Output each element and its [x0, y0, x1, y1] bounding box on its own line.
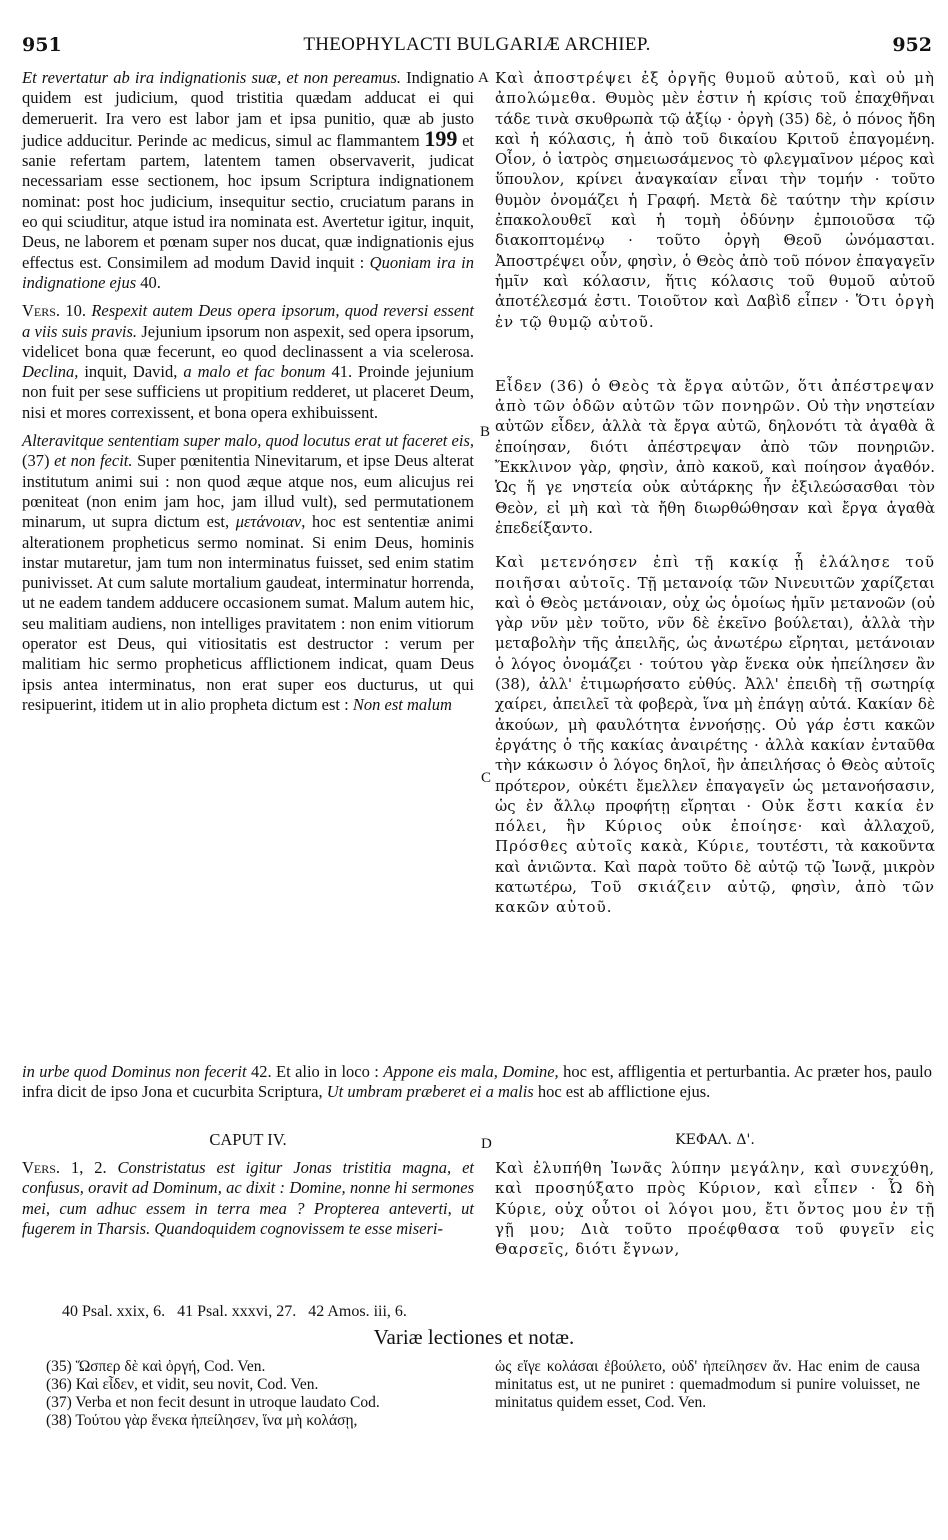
latin-quote: Quoniam ira in indignatione ejus: [22, 252, 474, 292]
margin-letter-d: D: [481, 1136, 492, 1152]
verse-label: Vers. 1, 2.: [22, 1158, 118, 1177]
latin-text: , hoc est sententiæ animi alterationem propheticus sermo nominat. Si enim Deus, hominis instar mutaretur, jam tum non interminatus fuisset, sed enim statim punivisset. At cum salute mortalium gaudeat, interminatur horrenda, ut ne eadem tandem adducere occasionem sumat. Malum autem hic, seu malitiam audiens, non intelliges pravitatem : non enim vitiorum operator est Deus, qui vitiositatis est destructor : verum per malitiam hic sermo propheticus afflictionem indicat, quam Deus ipsis antea interminatus, non erat super eos ducturus, ut qui resipuerint, itidem ut in alio propheta dictum est :: [22, 512, 474, 714]
greek-paragraph-3: [495, 552, 935, 917]
latin-lemma-3b: et non fecit.: [54, 451, 133, 471]
latin-text: hoc est ab afflictione ejus.: [533, 1082, 711, 1102]
greek-lemma-2: Εἶδεν (36) ὁ Θεὸς τὰ ἔργα αὐτῶν, ὅτι ἀπέστρεψαν ἀπὸ τῶν ὁδῶν αὐτῶν τῶν πονηρῶν.: [495, 376, 935, 416]
latin-text: 41. Proinde jejunium non fuit per sese sufficiens ut propitium redderet, ut placeret Deum, nisi et mores correxissent, et bona opera exhibuissent.: [22, 362, 475, 422]
note-ref: (37): [22, 451, 55, 471]
greek-column: [495, 68, 935, 926]
latin-lemma-3: Alteravitque sententiam super malo, quod locutus erat ut faceret eis,: [22, 431, 474, 451]
margin-letter-b: B: [480, 424, 491, 440]
latin-paragraph-1: [22, 68, 474, 293]
chapter-greek-text: [495, 1158, 935, 1267]
greek-text: Θυμὸς μὲν ἐστιν ἡ κρίσις τοῦ ἐπαχθῆναι τάδε τινὰ σκυθρωπὰ τῷ ἀξίῳ · ὀργὴ (35) δὲ, ὁ πόνος ἤδη καὶ ἡ κόλασις, ἡ ἀπὸ τοῦ δικαίου Κριτοῦ ἐπαγομένη. Οἷον, ὁ ἰατρὸς σημειωσάμενος τὸ φλεγμαῖνον μέρος καὶ ὕπουλον, κρίνει ἀναγκαίαν εἶναι τὴν τομήν · τοῦτο θυμὸν ὀνομάζει ἡ Γραφή. Μετὰ δὲ ταύτην τὴν κρίσιν ἐπακολουθεῖ καὶ ἡ τομὴ ὀδύνην ἐμποιοῦσα τῷ διακοπτομένῳ · τοῦτο ὀργὴ Θεοῦ ὠνόμασται. Ἀποστρέψει οὖν, φησὶν, ὁ Θεὸς ἀπὸ τοῦ πόνον ἐπαγαγεῖν ἡμῖν καὶ κόλασιν, ἥτις κόλασις τοῦ θυμοῦ αὐτοῦ ἀποτέλεσμά ἐστι. Τοιοῦτον καὶ Δαβὶδ εἶπεν ·: [495, 89, 935, 311]
note-35: (35) Ὥσπερ δὲ καὶ ὀργή, Cod. Ven.: [46, 1358, 266, 1375]
page-header: [22, 34, 932, 64]
note-38-continued: ὡς εἴγε κολάσαι ἐβούλετο, οὐδ' ἠπείλησεν ἄν. Hac enim de causa minitatus est, ut ne puniret : quemadmodum si punire voluisset, ne minitatus quidem esset, Cod. Ven.: [495, 1358, 920, 1411]
greek-quote: Τοῦ σκιάζειν αὐτῷ,: [591, 877, 777, 896]
chapter-title-latin: CAPUT IV.: [209, 1130, 287, 1149]
greek-paragraph-1: [495, 68, 935, 332]
greek-text: φησὶν,: [776, 877, 856, 896]
latin-lemma: Constristatus est igitur Jonas tristitia magna, et confusus, oravit ad Dominum, ac dixit : Domine, nonne hi sermones mei, cum adhuc essem in terra mea ? Propterea anteverti, ut fugerem in Tharsis. Quandoquidem cognovissem te esse miseri-: [22, 1158, 474, 1238]
full-width-continuation: [22, 1062, 932, 1103]
note-37: (37) Verba et non fecit desunt in utroque laudato Cod.: [46, 1394, 380, 1411]
page-number-right: 952: [892, 34, 932, 56]
greek-lemma: Καὶ ἐλυπήθη Ἰωνᾶς λύπην μεγάλην, καὶ συνεχύθη, καὶ προσηύξατο πρὸς Κύριον, καὶ εἶπεν · Ὦ δὴ Κύριε, οὐχ οὗτοι οἱ λόγοι μου, ἔτι ὄντος μου ἐν τῇ γῇ μου; Διὰ τοῦτο προέφθασα τοῦ φυγεῖν εἰς Θαρσεῖς, διότι ἔγνων,: [495, 1159, 935, 1259]
latin-paragraph-2: [22, 301, 474, 423]
greek-quote: Οὐκ ἔστι κακία ἐν πόλει, ἣν Κύριος οὐκ ἐποίησε·: [495, 796, 935, 836]
latin-text: 42. Et alio in loco :: [246, 1062, 384, 1081]
greek-lemma-3: Καὶ μετενόησεν ἐπὶ τῇ κακίᾳ ᾗ ἐλάλησε τοῦ ποιῆσαι αὐτοῖς.: [495, 553, 935, 592]
greek-text: Τῇ μετανοίᾳ τῶν Νινευιτῶν χαρίζεται καὶ ὁ Θεὸς μετάνοιαν, οὐχ ὡς ὁμοίως ἡμῖν μετανοῶν (οὐ γὰρ νῦν μὲν τοῦτο, νῦν δὲ ἐκεῖνο βούλεται), ἀλλὰ τὴν μεταβολὴν τῆς ἀπειλῆς, ὡς ἀνωτέρω εἴρηται, μετάνοιαν ὁ λόγος ὀνομάζει · τούτου γὰρ ἕνεκα οὐκ ἠπείλησεν ἂν (38), ἀλλ' ἐτιμωρήσατο εὐθύς. Ἀλλ' ἐπειδὴ τῇ σωτηρίᾳ χαίρει, ἀπειλεῖ τὰ φοβερὰ, ἵνα μὴ ἐπάγῃ αὐτά. Κακίαν δὲ ἀκούων, μὴ φαυλότητα ἐννοήσῃς. Οὐ γάρ ἐστι κακῶν ἐργάτης ὁ τῆς κακίας ἀναιρέτης · ἀλλὰ κακίαν ἐνταῦθα τὴν κάκωσιν ὁ λόγος δηλοῖ, ἣν ἀπειλήσας ὁ Θεὸς αὐτοῖς πρότερον, οὐκέτι ἔμελλεν ἐπαγαγεῖν ὡς μετανοήσασιν, ὡς ἐν ἄλλῳ προφήτῃ εἴρηται ·: [495, 573, 935, 815]
scripture-references: 40 Psal. xxix, 6. 41 Psal. xxxvi, 27. 42 Amos. iii, 6.: [62, 1303, 407, 1320]
verse-label: Vers. 10.: [22, 301, 92, 321]
greek-quote: Ὅτι ὀργὴ ἐν τῷ θυμῷ αὐτοῦ.: [495, 292, 935, 331]
latin-text: inquit, David,: [78, 362, 184, 382]
chapter-latin-text: [22, 1158, 474, 1247]
latin-paragraph-3: [22, 431, 474, 715]
page-number-left: 951: [22, 34, 62, 56]
latin-lemma-1: Et revertatur ab ira indignationis suæ, et non pereamus.: [22, 68, 402, 87]
greek-text: καὶ ἀλλαχοῦ,: [803, 817, 936, 836]
notes-right-column: [495, 1358, 920, 1412]
latin-quote: Appone eis mala, Domine,: [383, 1062, 559, 1081]
greek-lemma-1: Καὶ ἀποστρέψει ἐξ ὀργῆς θυμοῦ αὐτοῦ, καὶ οὐ μὴ ἀπολώμεθα.: [495, 69, 935, 108]
variae-lectiones-title: Variæ lectiones et notæ.: [373, 1325, 575, 1349]
greek-quote: Πρόσθες αὐτοῖς κακὰ, Κύριε,: [495, 837, 751, 856]
greek-word: μετάνοιαν: [235, 512, 302, 532]
note-36: (36) Καὶ εἶδεν, et vidit, seu novit, Cod. Ven.: [46, 1376, 319, 1393]
latin-quote: Declina,: [22, 362, 79, 382]
latin-text: Indignatio quidem est judicium, quod tristitia quædam adducat ei qui demeruerit. Ira vero est labor jam et ipsa punitio, quæ ab justo judice adducitur. Perinde ac medicus, simul ac flammantem: [22, 68, 474, 150]
greek-text: Οὐ τὴν νηστείαν αὐτῶν εἶδεν, ἀλλὰ τὰ ἔργα αὐτῶ, δηλονότι τὰ ἀγαθὰ ἃ ἐποίησαν, διότι ἀπέστρεψαν ἀπὸ τῶν πονηριῶν. Ἔκκλινον γὰρ, φησὶν, ἀπὸ κακοῦ, καὶ ποίησον ἀγαθόν. Ὡς ἥ γε νηστεία οὐκ αὐτάρκης ἦν ἐξιλεώσασθαι τὸν Θεὸν, εἰ μὴ καὶ τὰ ἤθη διωρθώθησαν καὶ ἔργα ἀγαθὰ ἐπεδείξαντο.: [495, 397, 935, 537]
greek-quote: ἀπὸ τῶν κακῶν αὐτοῦ.: [495, 877, 935, 917]
latin-text: hoc est, affligentia et perturbantia. Ac præter hos, paulo infra dicit de ipso Jona et cucurbita Scriptura,: [22, 1062, 933, 1102]
latin-quote: in urbe quod Dominus non fecerit: [22, 1062, 247, 1081]
running-head: THEOPHYLACTI BULGARIÆ ARCHIEP.: [303, 34, 651, 55]
note-38: (38) Τούτου γὰρ ἕνεκα ἠπείλησεν, ἵνα μὴ κολάσῃ,: [46, 1412, 358, 1429]
greek-text: τουτέστι, τὰ κακοῦντα καὶ ἀνιῶντα. Καὶ παρὰ τοῦτο δὲ αὐτῷ τῷ Ἰωνᾷ, μικρὸν κατωτέρω,: [495, 837, 935, 896]
latin-text: et sanie refertam partem, latentem tamen observaverit, judicat necessariam esse sectionem, hoc ipsum Scriptura indignationem nominat: post hoc judicium, insequitur sectio, cruciatum parans in eo qui sciuditur, atque istud ira nominata est. Avertetur igitur, inquit, Deus, ne laborem et pœnam super nos ducat, quæ indignationis ejus effectus est. Consimilem ad modum David inquit :: [22, 130, 474, 272]
column-marker: 199: [424, 125, 458, 151]
latin-column: [22, 68, 474, 723]
latin-text: Super pœnitentia Ninevitarum, et ipse Deus alterat institutum animi sui : non quod æque atque nos, eum alicujus rei pœniteat (non enim jam hoc, jam illud vult), sed permutationem minarum, ut supra dictum est,: [22, 451, 474, 532]
margin-letter-a: A: [478, 70, 489, 86]
notes-left-column: [46, 1358, 478, 1430]
latin-text: Jejunium ipsorum non aspexit, sed opera ipsorum, videlicet bona quæ fecerunt, eo quod declinassent a via scelerosa.: [22, 321, 474, 361]
latin-quote: a malo et fac bonum: [183, 362, 326, 382]
latin-quote: Non est malum: [352, 694, 452, 714]
latin-lemma-2: Respexit autem Deus opera ipsorum, quod reversi essent a viis suis pravis.: [22, 301, 474, 341]
greek-paragraph-2: [495, 376, 935, 538]
chapter-title-greek: ΚΕΦΑΛ. Δ'.: [675, 1132, 755, 1148]
footnote-ref: 40.: [136, 272, 161, 292]
latin-quote: Ut umbram præberet ei a malis: [326, 1082, 534, 1102]
margin-letter-c: C: [481, 770, 492, 786]
